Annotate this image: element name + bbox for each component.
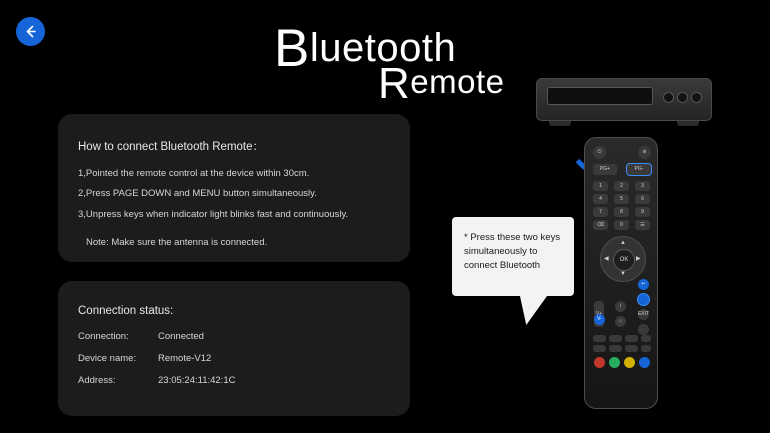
remote-key-fn-3[interactable] [625,335,638,342]
remote-key-exit[interactable]: EXIT [638,309,649,320]
status-label-device-name: Device name: [78,353,137,364]
remote-key-back[interactable]: ↩ [638,279,649,290]
callout-bubble [452,217,574,296]
remote-key-mute[interactable]: ⊘ [638,146,651,159]
set-top-box-indicator-1 [663,92,674,103]
remote-key-yellow[interactable] [624,357,635,368]
remote-key-fn-6[interactable] [609,345,622,352]
how-to-step-3: 3,Unpress keys when indicator light blinks fast and continuously. [78,208,349,220]
status-row-connection [78,331,390,342]
remote-key-down[interactable]: ▼ [620,271,626,277]
set-top-box-indicator-3 [691,92,702,103]
remote-key-up[interactable]: ▲ [620,240,626,246]
remote-key-fn-8[interactable] [641,345,651,352]
remote-key-power[interactable]: ⏻ [593,146,606,159]
remote-key-0[interactable]: 0 [614,220,629,230]
remote-key-1[interactable]: 1 [593,181,608,191]
callout-tail [512,295,547,325]
remote-key-ok[interactable]: OK [613,249,635,271]
status-value-device-name: Remote-V12 [158,353,212,364]
remote-key-fn-1[interactable] [593,335,606,342]
remote-key-blue[interactable] [639,357,650,368]
remote-key-fn-7[interactable] [625,345,638,352]
page-title [250,18,530,108]
status-value-address: 23:05:24:11:42:1C [158,375,236,386]
back-button[interactable] [16,17,45,46]
title-line-remote [378,59,505,108]
status-label-address: Address: [78,375,116,386]
remote-key-page-up[interactable]: PG+ [593,164,617,175]
status-label-connection: Connection: [78,331,129,342]
remote-key-home[interactable]: ⌂ [615,316,626,327]
how-to-connect-heading: How to connect Bluetooth Remote： [78,141,265,153]
title-rest-emote: emote [410,63,505,100]
remote-key-menu-highlight[interactable] [638,294,649,305]
remote-key-7[interactable]: 7 [593,207,608,217]
remote-key-extra[interactable] [638,324,649,335]
remote-key-6[interactable]: 6 [635,194,650,204]
remote-key-info[interactable]: i [615,301,626,312]
remote-key-fn-5[interactable] [593,345,606,352]
remote-key-9[interactable]: 9 [635,207,650,217]
remote-key-del[interactable]: ⌫ [593,220,608,230]
remote-key-page-down[interactable]: PG- [627,164,651,175]
connection-status-heading: Connection status: [78,305,174,317]
title-cap-r: R [378,59,411,108]
remote-key-2[interactable]: 2 [614,181,629,191]
remote-key-red[interactable] [594,357,605,368]
status-value-connection: Connected [158,331,204,342]
remote-key-fn[interactable]: ☰ [635,220,650,230]
connection-status-panel [58,281,410,416]
how-to-note: Note: Make sure the antenna is connected. [86,237,268,249]
set-top-box-indicator-2 [677,92,688,103]
remote-control-illustration [584,137,658,409]
arrow-left-icon [23,24,38,39]
remote-dpad[interactable] [600,236,646,282]
remote-key-3[interactable]: 3 [635,181,650,191]
remote-key-left[interactable]: ◀ [604,256,609,262]
how-to-connect-panel [58,114,410,262]
callout-text: * Press these two keys simultaneously to connect Bluetooth [464,232,561,271]
status-row-address [78,375,390,386]
how-to-step-2: 2,Press PAGE DOWN and MENU button simultaneously. [78,188,317,200]
remote-key-8[interactable]: 8 [614,207,629,217]
remote-key-volume-down[interactable]: V- [594,314,605,325]
remote-key-5[interactable]: 5 [614,194,629,204]
title-cap-b: B [274,19,310,78]
how-to-step-1: 1,Pointed the remote control at the device within 30cm. [78,168,310,179]
remote-key-4[interactable]: 4 [593,194,608,204]
remote-key-green[interactable] [609,357,620,368]
title-rest-luetooth: luetooth [309,26,457,70]
remote-key-fn-4[interactable] [641,335,651,342]
remote-key-right[interactable]: ▶ [636,256,641,262]
set-top-box-foot-right [677,121,699,126]
remote-key-fn-2[interactable] [609,335,622,342]
status-row-device-name [78,353,390,364]
